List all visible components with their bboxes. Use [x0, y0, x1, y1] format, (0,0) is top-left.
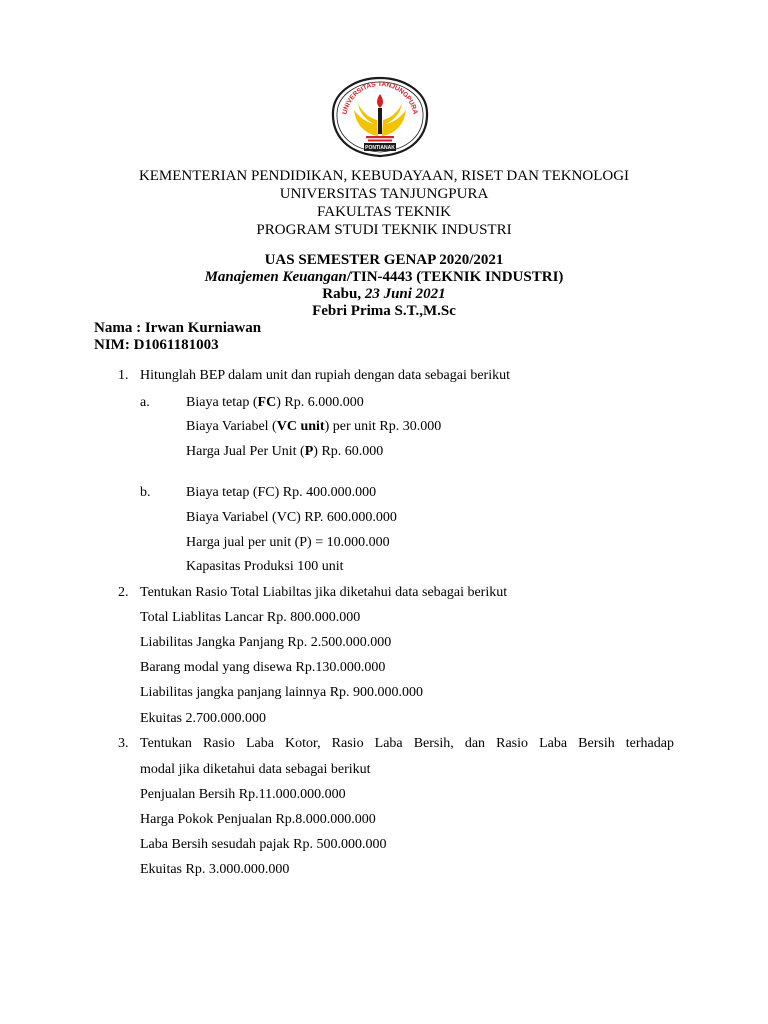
exam-date-value: 23 Juni 2021: [364, 286, 446, 302]
q1a-variable-cost: [186, 419, 441, 435]
lecturer-name: Febri Prima S.T.,M.Sc: [312, 303, 456, 319]
ministry-title: KEMENTERIAN PENDIDIKAN, KEBUDAYAAN, RISET DAN TEKNOLOGI: [138, 168, 630, 184]
q1a-p-bold: P: [304, 444, 314, 459]
q1a-fc-post: ) Rp. 6.000.000: [276, 395, 364, 410]
q1b-line-2: Biaya Variabel (VC) RP. 600.000.000: [186, 510, 397, 525]
q1a-vc-post: ) per unit Rp. 30.000: [324, 419, 442, 434]
q1b-line-3: Harga jual per unit (P) = 10.000.000: [186, 535, 390, 550]
q1a-vc-bold: VC unit: [276, 419, 325, 434]
student-name: Nama : Irwan Kurniawan: [94, 320, 262, 336]
q1a-letter: a.: [140, 395, 150, 410]
q3-number: 3.: [118, 736, 129, 751]
q1b-letter: b.: [140, 485, 151, 500]
faculty-title: FAKULTAS TEKNIK: [317, 204, 451, 220]
q3-line: Harga Pokok Penjualan Rp.8.000.000.000: [140, 812, 376, 827]
q2-text: Tentukan Rasio Total Liabiltas jika diketahui data sebagai berikut: [140, 585, 508, 600]
q3-line: Laba Bersih sesudah pajak Rp. 500.000.000: [140, 837, 387, 852]
q1a-fc-pre: Biaya tetap (: [186, 395, 258, 410]
svg-text:UNIVERSITAS TANJUNGPURA: UNIVERSITAS TANJUNGPURA: [341, 80, 419, 116]
q1-text: Hitunglah BEP dalam unit dan rupiah dengan data sebagai berikut: [140, 368, 510, 383]
q2-line: Ekuitas 2.700.000.000: [140, 711, 266, 726]
q1a-p-post: ) Rp. 60.000: [313, 444, 384, 459]
exam-title: UAS SEMESTER GENAP 2020/2021: [264, 252, 504, 268]
q3-line: Ekuitas Rp. 3.000.000.000: [140, 862, 290, 877]
q2-line: Liabilitas Jangka Panjang Rp. 2.500.000.000: [140, 635, 392, 650]
university-title: UNIVERSITAS TANJUNGPURA: [279, 186, 489, 202]
q1b-line-1: Biaya tetap (FC) Rp. 400.000.000: [186, 485, 377, 500]
q1a-p-pre: Harga Jual Per Unit (: [186, 444, 305, 459]
course-name: [0, 269, 768, 286]
q2-line: Barang modal yang disewa Rp.130.000.000: [140, 660, 386, 675]
svg-text:PONTIANAK: PONTIANAK: [365, 145, 395, 151]
q2-number: 2.: [118, 585, 129, 600]
student-nim: NIM: D1061181003: [94, 337, 219, 353]
exam-day: Rabu,: [322, 286, 365, 302]
q1a-price: [186, 444, 383, 460]
student-info: [94, 320, 261, 354]
program-title: PROGRAM STUDI TEKNIK INDUSTRI: [256, 222, 512, 238]
exam-info: [0, 252, 768, 320]
q3-text-line-1: Tentukan Rasio Laba Kotor, Rasio Laba Bersih, dan Rasio Laba Bersih terhadap: [140, 736, 674, 751]
q3-line: Penjualan Bersih Rp.11.000.000.000: [140, 787, 346, 802]
exam-date: [0, 286, 768, 303]
q1-number: 1.: [118, 368, 129, 383]
q3-text-line-2: modal jika diketahui data sebagai berikut: [140, 762, 371, 777]
q1a-fixed-cost: [186, 395, 364, 411]
q2-line: Total Liablitas Lancar Rp. 800.000.000: [140, 610, 361, 625]
university-logo: [330, 76, 430, 158]
course-name-italic: Manajemen Keuangan: [204, 269, 347, 285]
institution-header: [0, 167, 768, 239]
q2-line: Liabilitas jangka panjang lainnya Rp. 900.000.000: [140, 685, 424, 700]
course-code: /TIN-4443 (TEKNIK INDUSTRI): [346, 269, 564, 285]
q1b-line-4: Kapasitas Produksi 100 unit: [186, 559, 344, 574]
q1a-vc-pre: Biaya Variabel (: [186, 419, 277, 434]
q1a-fc-bold: FC: [257, 395, 277, 410]
